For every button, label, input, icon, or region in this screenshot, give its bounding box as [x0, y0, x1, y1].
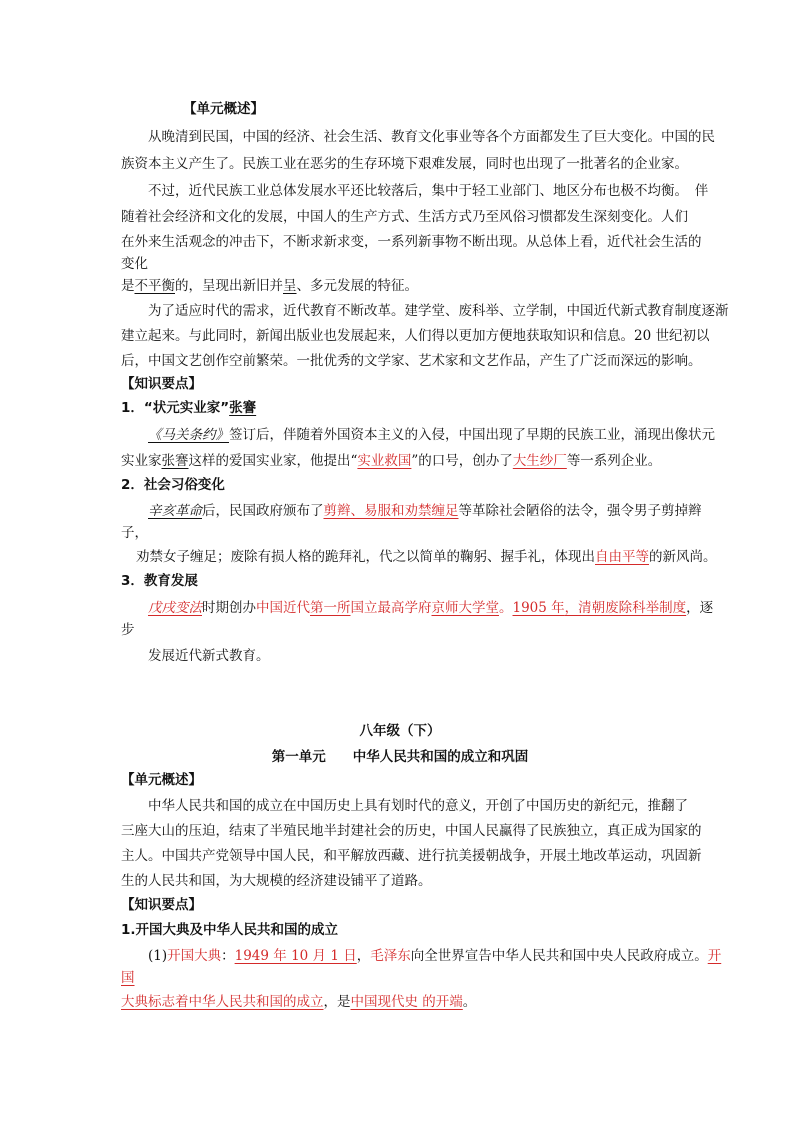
text-span: (1)	[148, 948, 168, 964]
highlighted-term: 毛泽东	[370, 948, 411, 964]
text-span: ，	[356, 948, 371, 964]
point3-line1	[148, 598, 713, 618]
section1-title: 1.开国大典及中华人民共和国的成立	[121, 922, 339, 938]
text-span: 的新风尚。	[649, 549, 717, 565]
highlighted-term: 大典	[121, 994, 148, 1010]
text-span: ：	[221, 948, 235, 964]
highlighted-term: 实业救国	[357, 453, 412, 469]
point1-line1	[148, 425, 715, 445]
underlined-term: 辛亥革命	[148, 503, 202, 519]
knowledge-points-heading-2: 【知识要点】	[121, 897, 202, 913]
highlighted-term: 中国近代	[256, 600, 310, 616]
point1-title	[121, 398, 256, 418]
point1-line2	[121, 451, 661, 471]
text-span: 、多元发展的特征。	[296, 278, 418, 294]
overview-para2-line5	[121, 276, 418, 296]
knowledge-points-heading: 【知识要点】	[121, 376, 202, 392]
text-span: ”的口号，创办了	[411, 453, 513, 469]
highlighted-term: 开国大典	[167, 948, 222, 964]
text-span: 签订后，伴随着外国资本主义的入侵，中国出现了早期的民族工业，涌现出像状元	[229, 427, 715, 443]
text-span: 的，呈现出新旧并	[175, 278, 283, 294]
section1-line2	[121, 968, 135, 988]
overview-para3-line1: 为了适应时代的需求，近代教育不断改革。建学堂、废科举、立学制，中国近代新式教育制度逐渐	[148, 303, 729, 319]
highlighted-term: 自由平等	[595, 549, 649, 565]
text-span: 向全世界宣告中华人民共和国中央人民政府成立。	[410, 948, 708, 964]
point2-line1	[148, 501, 702, 521]
text-span: 等革除社会陋俗的法令，强令男子剪掉辫	[458, 503, 702, 519]
text-span: 是	[121, 278, 135, 294]
overview2-line3: 主人。中国共产党领导中国人民，和平解放西藏、进行抗美援朝战争，开展土地改革运动，巩固新	[121, 848, 702, 864]
highlighted-term: 1949 年 10 月 1 日	[234, 948, 357, 964]
point2-line2: 子，	[121, 525, 148, 541]
unit-title: 第一单元 中华人民共和国的成立和巩固	[271, 749, 529, 765]
underlined-term: 张謇	[229, 400, 257, 416]
overview-para2-line1: 不过，近代民族工业总体发展水平还比较落后，集中于轻工业部门、地区分布也极不均衡。 伴	[148, 183, 709, 199]
underlined-term: 不平衡	[134, 278, 175, 294]
highlighted-term: 京师大学堂	[431, 600, 499, 616]
text-span: 时期创办	[202, 600, 256, 616]
section1-line1	[148, 946, 721, 966]
overview2-line1: 中华人民共和国的成立在中国历史上具有划时代的意义，开创了中国历史的新纪元，推翻了	[148, 798, 688, 814]
overview-para2-line4: 变化	[121, 256, 148, 272]
highlighted-term: 标志着中华人民共和国的成立	[148, 994, 324, 1010]
underlined-term: 呈	[283, 278, 297, 294]
text-span: ，逐	[686, 600, 714, 616]
overview-para1-line2: 族资本主义产生了。民族工业在恶劣的生存环境下艰难发展，同时也出现了一批著名的企业家。	[121, 156, 688, 172]
highlighted-term: 戊戌变法	[148, 600, 202, 616]
overview2-line2: 三座大山的压迫，结束了半殖民地半封建社会的历史，中国人民赢得了民族独立，真正成为国家的	[121, 823, 702, 839]
highlighted-term: 中国现代史 的开端	[350, 994, 463, 1010]
text-span: 这样的爱国实业家，他提出“	[188, 453, 358, 469]
underlined-term: 张謇	[161, 453, 189, 469]
point2-title: 2．社会习俗变化	[121, 477, 225, 493]
text-span: 1．“状元实业家”	[121, 400, 230, 416]
grade-title: 八年级（下）	[359, 723, 441, 739]
unit-overview-heading: 【单元概述】	[183, 101, 264, 117]
text-span: ，是	[323, 994, 351, 1010]
overview-para1-line1: 从晚清到民国，中国的经济、社会生活、教育文化事业等各个方面都发生了巨大变化。中国的民	[148, 129, 715, 145]
highlighted-term: 大生纱厂	[512, 453, 567, 469]
highlighted-term: 1905 年	[512, 600, 565, 616]
text-span: 。	[462, 994, 477, 1010]
highlighted-term: 国立最高学府	[350, 600, 432, 616]
highlighted-term: 第一所	[310, 600, 351, 616]
overview-para3-line2: 建立起来。与此同时，新闻出版业也发展起来，人们得以更加方便地获取知识和信息。20 世纪初以	[121, 328, 710, 344]
text-span: 后，民国政府颁布了	[202, 503, 324, 519]
text-span: 等一系列企业。	[566, 453, 662, 469]
text-span: 实业家	[121, 453, 162, 469]
overview-para3-line3: 后，中国文艺创作空前繁荣。一批优秀的文学家、艺术家和文艺作品，产生了广泛而深远的影响。	[121, 353, 702, 369]
point3-line2: 步	[121, 622, 135, 638]
overview2-line4: 生的人民共和国，为大规模的经济建设铺平了道路。	[121, 873, 432, 889]
highlighted-term: 开	[707, 948, 722, 964]
highlighted-term: 剪辫、易服和劝禁缠足	[323, 503, 459, 519]
text-span: 劝禁女子缠足；废除有损人格的跪拜礼，代之以简单的鞠躬、握手礼，体现出	[136, 549, 595, 565]
overview-para2-line3: 在外来生活观念的冲击下，不断求新求变，一系列新事物不断出现。从总体上看，近代社会生活的	[121, 234, 702, 250]
point3-line3: 发展近代新式教育。	[148, 648, 270, 664]
point3-title: 3．教育发展	[121, 573, 198, 589]
highlighted-term: 。	[499, 600, 513, 616]
highlighted-term: ，清朝废除科举制度	[564, 600, 687, 616]
point2-line3	[136, 547, 717, 567]
highlighted-term: 国	[121, 970, 135, 986]
overview-para2-line2: 随着社会经济和文化的发展，中国人的生产方式、生活方式乃至风俗习惯都发生深刻变化。人们	[121, 209, 688, 225]
underlined-term: 《马关条约》	[148, 427, 229, 443]
unit-overview-heading-2: 【单元概述】	[121, 772, 202, 788]
section1-line3	[121, 992, 476, 1012]
